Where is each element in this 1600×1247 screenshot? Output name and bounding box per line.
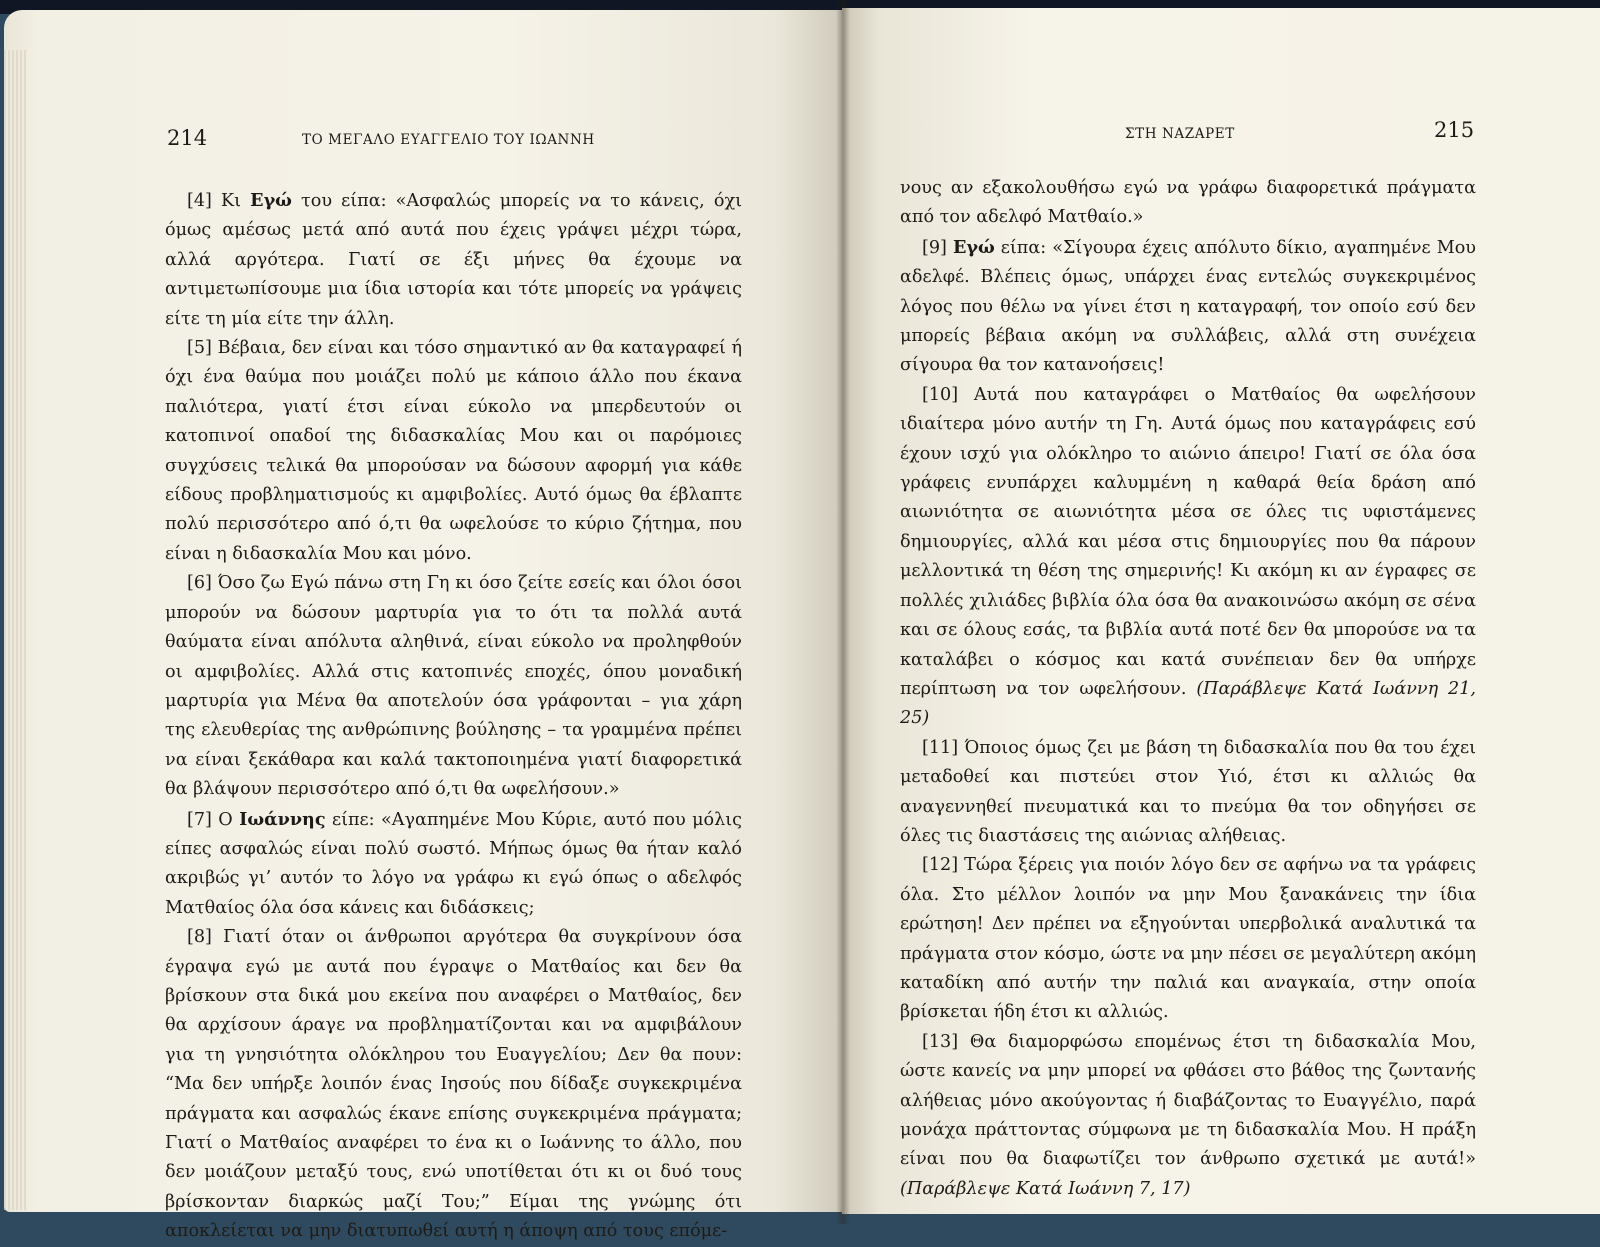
scripture-reference: (Παράβλεψε Κατά Ιωάννη 21, 25) [900,678,1477,729]
right-page-number: 215 [1434,118,1475,142]
paragraph-6: [6] Όσο ζω Εγώ πάνω στη Γη κι όσο ζείτε εσείς και όλοι όσοι μπορούν να δώσουν μαρτυρία για το ότι τα πολλά αυτά θαύματα είναι απόλυτα αληθινά, είναι εύκολο να προληφθούν οι αμφιβολίες. Αλλά στις κατοπινές εποχές, όπου μοναδική μαρτυρία για Μένα θα αποτελούν όσα γράφονται – για χάρη της ελευθερίας της ανθρώπινης βούλησης – τα γραμμένα πρέπει να είναι ξεκάθαρα και καλά τακτοποιημένα γιατί διαφορετικά θα βλάψουν περισσότερο από ό,τι θα ωφελήσουν.» [165,573,742,800]
paragraph-8: [8] Γιατί όταν οι άνθρωποι αργότερα θα συγκρίνουν όσα έγραψα εγώ με αυτά που έγραψε ο Ματθαίος και δεν θα βρίσκουν στα δικά μου εκείνα που αναφέρει ο Ματθαίος, δεν θα αρχίσουν άραγε να προβληματίζονται και να αμφιβάλουν για τη γνησιότητα ολόκληρου του Ευαγγελίου; Δεν θα πουν: “Μα δεν υπήρξε λοιπόν ένας Ιησούς που δίδαξε συγκεκριμένα πράγματα και ασφαλώς έκανε επίσης συγκεκριμένα πράγματα; Γιατί ο Ματθαίος αναφέρει το ένα κι ο Ιωάννης το άλλο, που δεν μοιάζουν μεταξύ τους, ενώ υποτίθεται ότι κι οι δυό τους βρίσκονταν διαρκώς μαζί Του;” Είμαι της γνώμης ότι αποκλείεται να μην διατυπωθεί αυτή η άποψη από τους επόμε- [165,927,743,1242]
left-page [4,10,842,1242]
paragraph-5: [5] Βέβαια, δεν είναι και τόσο σημαντικό αν θα καταγραφεί ή όχι ένα θαύμα που μοιάζει πολύ με κάποιο άλλο που έκανα παλιότερα, γιατί έτσι είναι εύκολο να μπερδευτούν οι κατοπινοί οπαδοί της διδασκαλίας Μου και οι παρόμοιες συγχύσεις τελικά θα μπορούσαν να δώσουν αφορμή για κάθε είδους προβληματισμούς κι αμφιβολίες. Αυτό όμως θα έβλαπτε πολύ περισσότερο από ό,τι θα ωφελούσε το κύριο ζήτημα, που είναι η διδασκαλία Μου και μόνο. [165,338,743,564]
left-page-number: 214 [167,126,208,150]
paragraph-10: [10] Αυτά που καταγράφει ο Ματθαίος θα ωφελήσουν ιδιαίτερα μόνο αυτήν τη Γη. Αυτά όμως που καταγράφεις εσύ έχουν ισχύ για ολόκληρο το αιώνιο άπειρο! Γιατί σε όλα όσα γράφεις ενυπάρχει καλυμμένη η καθαρά θεία δράση από αιωνιότητα σε αιωνιότητα μέσα σε όλες τις υφιστάμενες δημιουργίες, αλλά και μέσα στις δημιουργίες που θα πάρουν μελλοντικά τη θέση της σημερινής! Κι ακόμη κι αν έγραφες σε πολλές χιλιάδες βιβλία όλα όσα θα ανακοινώσω ακόμη σε σένα και σε όλους εσάς, τα βιβλία αυτά ποτέ δεν θα μπορούσε να τα καταλάβει ο κόσμος και κατά συνέπειαν δεν θα υπήρχε περίπτωση να τον ωφελήσουν. (Παράβλεψε Κατά Ιωάννη 21, 25) [900,384,1477,729]
right-page [842,8,1600,1214]
paragraph-4: [4] Κι Εγώ του είπα: «Ασφαλώς μπορείς να το κάνεις, όχι όμως αμέσως μετά από αυτά που έχεις γράψει μέχρι τώρα, αλλά αργότερα. Γιατί σε έξι μήνες θα έχουμε να αντιμετωπίσουμε μια ίδια ιστορία και τότε μπορείς να γράψεις είτε τη μία είτε την άλλη. [165,190,742,329]
right-page-text [900,174,1476,1204]
left-running-head: ΤΟ ΜΕΓΑΛΟ ΕΥΑΓΓΕΛΙΟ ΤΟΥ ΙΩΑΝΝΗ [302,132,595,148]
paragraph-13: [13] Θα διαμορφώσω επομένως έτσι τη διδασκαλία Μου, ώστε κανείς να μην μπορεί να φθάσει στο βάθος της ζωντανής αλήθειας μόνο ακούγοντας ή διαβάζοντας το Ευαγγέλιο, παρά μονάχα πράττοντας σύμφωνα με τη διδασκαλία Μου. Η πράξη είναι που θα διαφωτίζει τον άνθρωπο σχετικά με αυτά!» (Παράβλεψε Κατά Ιωάννη 7, 17) [900,1031,1476,1199]
page-edges [4,50,26,1210]
left-page-text [165,186,742,1247]
paragraph-11: [11] Όποιος όμως ζει με βάση τη διδασκαλία που θα του έχει μεταδοθεί και πιστεύει στον Υιό, έτσι κι αλλιώς θα αναγεννηθεί πνευματικά και το πνεύμα θα τον οδηγήσει σε όλες τις διαστάσεις της αιώνιας αλήθειας. [900,737,1476,846]
paragraph-7: [7] Ο Ιωάννης είπε: «Αγαπημένε Μου Κύριε, αυτό που μόλις είπες ασφαλώς είναι πολύ σωστό. Μήπως όμως θα ήταν καλό ακριβώς γι’ αυτόν το λόγο να γράφω κι εγώ όπως ο αδελφός Ματθαίος όλα όσα κάνεις και διδάσκεις; [165,808,742,918]
scripture-reference: (Παράβλεψε Κατά Ιωάννη 7, 17) [900,1178,1191,1199]
book-gutter [836,0,850,1224]
paragraph-12: [12] Τώρα ξέρεις για ποιόν λόγο δεν σε αφήνω να τα γράφεις όλα. Στο μέλλον λοιπόν να μην Μου ξανακάνεις την ίδια ερώτηση! Δεν πρέπει να εξηγούνται υπερβολικά αναλυτικά τα πράγματα στον κόσμο, ώστε να μην πέσει σε μεγαλύτερη ακόμη καταδίκη από αυτήν την παλιά και αναγκαία, στην οποία βρίσκεται ήδη έτσι κι αλλιώς. [900,855,1476,1023]
right-running-head: ΣΤΗ ΝΑΖΑΡΕΤ [1125,126,1235,142]
paragraph-9: [9] Εγώ είπα: «Σίγουρα έχεις απόλυτο δίκιο, αγαπημένε Μου αδελφέ. Βλέπεις όμως, υπάρχει ένας εντελώς συγκεκριμένος λόγος που θέλω να γίνει έτσι η καταγραφή, τον οποίο εσύ δεν μπορείς βέβαια ακόμη να συλλάβεις, αλλά στη συνέχεια σίγουρα θα τον κατανοήσεις! [900,236,1477,376]
continuation-text: νους αν εξακολουθήσω εγώ να γράφω διαφορετικά πράγματα από τον αδελφό Ματθαίο.» [900,178,1476,228]
